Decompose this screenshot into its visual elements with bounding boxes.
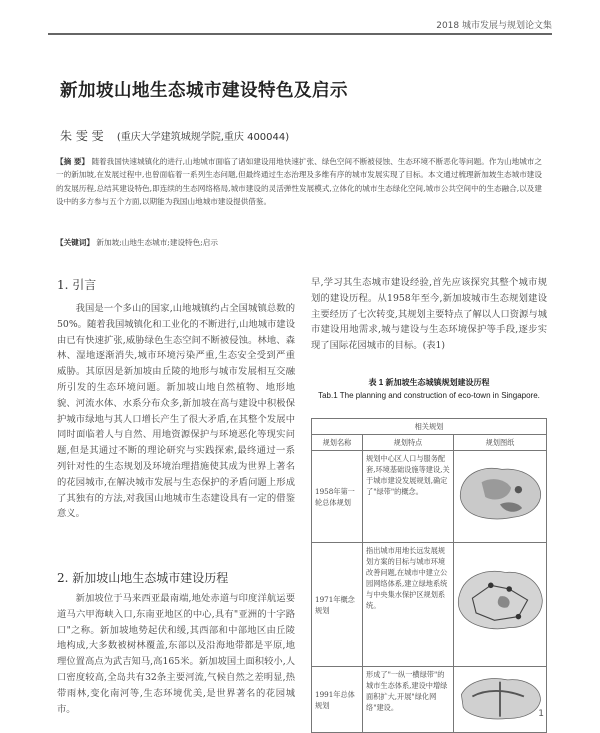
- table-cell-name: 1958年第一轮总体规划: [312, 451, 363, 543]
- page-number: 1: [538, 709, 544, 719]
- section-body-intro: [57, 301, 295, 522]
- table-cell-name: 1991年总体规划: [312, 667, 363, 733]
- plan-map-1958: [454, 451, 547, 543]
- section-heading-intro: 1. 引言: [57, 278, 97, 292]
- right-column-intro: [311, 275, 547, 354]
- plan-map-1991: [454, 667, 547, 733]
- table-cell-features: 指出城市用地长远发展规划方案的目标与城市环境改善问题,在城市中建立公园网络体系,建立绿地系统与中央集水保护区规划系统。: [363, 543, 454, 667]
- table-col-header: 规划名称: [312, 435, 363, 451]
- author-block: [60, 127, 289, 144]
- section-heading-history: 2. 新加坡山地生态城市建设历程: [57, 571, 229, 585]
- paper-title: 新加坡山地生态城市建设特色及启示: [60, 81, 348, 101]
- keywords-label: 【关键词】: [56, 238, 94, 247]
- table-caption-en: Tab.1 The planning and construction of eco-town in Singapore.: [318, 391, 540, 400]
- table-group-header: 相关规划: [312, 419, 547, 435]
- paragraph: 早,学习其生态城市建设经验,首先应该探究其整个城市规划的建设历程。从1958年至今,新加坡城市生态规划建设主要经历了七次转变,其规划主要特点了解以人口资源与城市建设用地需求,城与建设与生态环境保护等手段,逐步实现了国际花园城市的目标。(表1): [311, 277, 547, 352]
- abstract-text: 随着我国快速城镇化的进行,山地城市面临了诸如建设用地快速扩张、绿色空间不断被侵蚀、生态环境不断恶化等问题。作为山地城市之一的新加坡,在发展过程中,也曾面临着一系列生态问题,但最终通过生态治理及多维有序的城市发展实现了目标。本文通过梳理新加坡生态城市建设的发展历程,总结其建设特色,即连续的生态网络格局,城市建设的灵活弹性发展模式,立体化的城市生态绿化空间,城市公共空间中的生态融合,以及建设中的多方参与五个方面,以期能为我国山地城市建设提供借鉴。: [56, 157, 542, 206]
- table-cell-features: 规划中心区人口与服务配套,环境基础设施等建设,关于城市建设发展规划,确定了"绿带"的概念。: [363, 451, 454, 543]
- author-affiliation: (重庆大学建筑城规学院,重庆 400044): [116, 132, 290, 143]
- abstract-label: 【摘 要】: [56, 157, 90, 166]
- paragraph: 新加坡位于马来西亚最南端,地处赤道与印度洋航运要道马六甲海峡入口,东南亚地区的中心,具有"亚洲的十字路口"之称。新加坡地势起伏和缓,其西部和中部地区由丘陵地构成,大多数被树林覆盖,东部以及沿海地带都是平原,地理位置高点为武吉知马,高165米。新加坡国土面积较小,人口密度较高,全岛共有32条主要河流,气候自然之差明显,热带雨林,变化南河等,生态环境优美,是世界著名的花园城市。: [57, 593, 295, 715]
- keywords: [56, 237, 218, 248]
- paragraph: 我国是一个多山的国家,山地城镇约占全国城镇总数的50%。随着我国城镇化和工业化的不断进行,山地城市建设由已有快速扩张,威胁绿色生态空间不断被侵蚀。林地、森林、湿地逐渐消失,城市环境污染严重,生态安全受到严重威胁。其原因是新加坡由丘陵的地形与城市发展相互交融所引发的生态环境问题。新加坡山地自然植物、地形地貌、河流水体、水系分布众多,新加坡在高与建设中积极保护城市绿地与其人口增长产生了很大矛盾,在其整个发展中同时面临着人与自然、用地资源保护与环境恶化等现实问题,但是其通过不断的理论研究与实践探索,最终通过一系列针对性的生态规划及环境治理措施使其成为世界上著名的花园城市,在解决城市发展与生态保护的矛盾问题上形成了其独有的方法,对我国山地城市生态建设具有一定的借鉴意义。: [57, 303, 295, 520]
- singapore-map-graphic: [454, 451, 546, 536]
- plan-map-1971: [454, 543, 547, 667]
- author-name: 朱 雯 雯: [60, 129, 104, 143]
- planning-table: [311, 418, 547, 733]
- table-cell-name: 1971年概念规划: [312, 543, 363, 667]
- abstract: [56, 155, 542, 208]
- running-header: 2018 城市发展与规划论文集: [436, 21, 552, 31]
- singapore-map-graphic: [454, 667, 546, 728]
- table-col-header: 规划图纸: [454, 435, 547, 451]
- singapore-map-graphic: [454, 543, 546, 657]
- header-rule: [48, 33, 552, 35]
- table-caption-cn: 表 1 新加坡生态城镇规划建设历程: [368, 378, 490, 387]
- table-col-header: 规划特点: [363, 435, 454, 451]
- keywords-text: 新加坡;山地生态城市;建设特色;启示: [96, 238, 218, 247]
- section-body-history: [57, 591, 295, 717]
- table-cell-features: 形成了"一纵一横绿带"的城市生态体系,建设中增绿面积扩大,开展"绿化网络"建设。: [363, 667, 454, 733]
